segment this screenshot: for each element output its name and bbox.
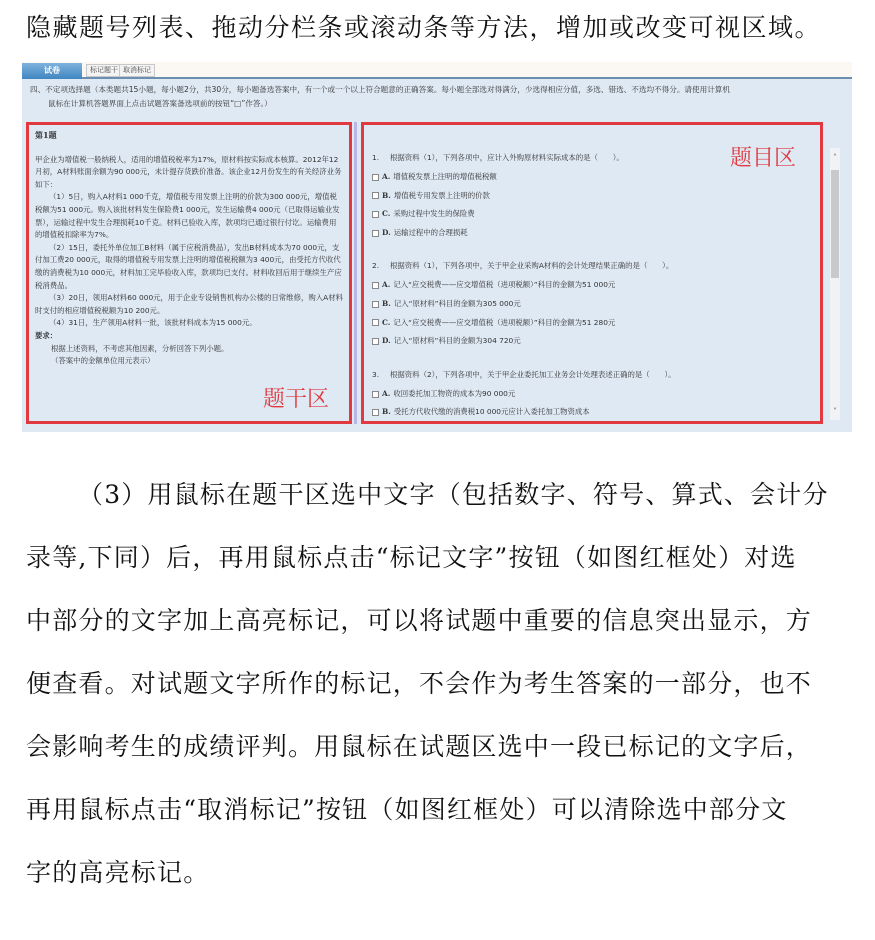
checkbox[interactable] — [372, 301, 379, 308]
stem-paragraph: （1）5日，购入A材料1 000千克，增值税专用发票上注明的价款为300 000元，增值税税额为51 000元。购入该批材料发生保险费1 000元，发生运输费4 000元（已取得运输业发票），运输过程中发生合理损耗10千克。材料已验收入库，款项均已通过银行付讫。运输费用的增值税扣除率为7%。 — [35, 192, 340, 240]
option-letter: B. — [382, 407, 391, 417]
question-item — [372, 258, 812, 350]
question-title: 第1题 — [35, 130, 57, 140]
option-letter: D. — [382, 336, 391, 346]
question-text: 根据资料（1），下列各项中，关于甲企业采购A材料的会计处理结果正确的是（ ）。 — [390, 261, 674, 271]
doc-text-line: 中部分的文字加上高亮标记，可以将试题中重要的信息突出显示，方 — [26, 606, 813, 635]
question-scrollbar[interactable] — [830, 148, 840, 420]
tab-exam-paper[interactable]: 试卷 — [22, 63, 82, 79]
option-row[interactable] — [372, 385, 812, 404]
option-letter: B. — [382, 190, 391, 200]
instruction-line: 鼠标在计算机答题界面上点击试题答案备选项前的按钮“□”作答。） — [48, 99, 272, 108]
question-number: 2. — [372, 261, 380, 271]
section-instructions — [30, 83, 845, 111]
checkbox[interactable] — [372, 192, 379, 199]
stem-paragraph: （3）20日，领用A材料60 000元，用于企业专设销售机构办公楼的日常维修，购入A材料时支付的相应增值税税额为10 200元。 — [35, 293, 343, 315]
requirement-line: 根据上述资料，不考虑其他因素，分析回答下列小题。 — [51, 343, 229, 353]
option-letter: A. — [382, 388, 391, 398]
checkbox[interactable] — [372, 391, 379, 398]
unmark-button[interactable]: 取消标记 — [119, 64, 155, 77]
question-text: 根据资料（1），下列各项中，应计入外购原材料实际成本的是（ ）。 — [390, 153, 624, 162]
option-row[interactable] — [372, 205, 812, 224]
stem-area — [26, 122, 352, 424]
exam-screenshot — [22, 62, 852, 432]
option-row[interactable] — [372, 187, 812, 206]
option-letter: C. — [382, 209, 391, 219]
option-letter: B. — [382, 298, 391, 308]
checkbox[interactable] — [372, 319, 379, 326]
mark-stem-button[interactable]: 标记题干 — [86, 64, 122, 77]
option-row[interactable] — [372, 295, 812, 314]
requirement-line: （答案中的金额单位用元表示） — [51, 356, 155, 366]
doc-text-line: 便查看。对试题文字所作的标记，不会作为考生答案的一部分，也不 — [26, 669, 813, 698]
doc-text-line: 再用鼠标点击“取消标记”按钮（如图红框处）可以清除选中部分文 — [26, 795, 788, 824]
question-number: 3. — [372, 369, 380, 379]
stem-area-label: 题干区 — [262, 387, 329, 413]
checkbox[interactable] — [372, 409, 379, 416]
checkbox[interactable] — [372, 338, 379, 345]
option-text: 增值税专用发票上注明的价款 — [393, 190, 490, 200]
question-number: 1. — [372, 153, 380, 162]
option-text: 记入“原材料”科目的金额为305 000元 — [393, 298, 521, 308]
question-area-label: 题目区 — [729, 146, 796, 171]
option-text: 记入“应交税费——应交增值税（进项税额）”科目的金额为51 280元 — [393, 317, 616, 327]
option-text: 采购过程中发生的保险费 — [393, 209, 475, 219]
doc-text-line: 隐藏题号列表、拖动分栏条或滚动条等方法，增加或改变可视区域。 — [26, 13, 822, 42]
option-row[interactable] — [372, 224, 812, 243]
option-row[interactable] — [372, 403, 812, 422]
panel-splitter[interactable] — [354, 122, 357, 424]
doc-text-line: 会影响考生的成绩评判。用鼠标在试题区选中一段已标记的文字后， — [26, 732, 813, 761]
checkbox[interactable] — [372, 174, 379, 181]
option-letter: D. — [382, 227, 391, 237]
option-text: 运输过程中的合理损耗 — [393, 227, 468, 237]
option-row[interactable] — [372, 276, 812, 295]
scroll-down-icon[interactable]: ˅ — [833, 407, 837, 416]
doc-text-line: 字的高亮标记。 — [26, 858, 210, 887]
checkbox[interactable] — [372, 211, 379, 218]
question-text: 根据资料（2），下列各项中，关于甲企业委托加工业务会计处理表述正确的是（ ）。 — [390, 369, 676, 379]
doc-text-line: （3）用鼠标在题干区选中文字（包括数字、符号、算式、会计分 — [78, 480, 829, 509]
option-row[interactable] — [372, 314, 812, 333]
option-row[interactable] — [372, 332, 812, 351]
option-text: 记入“原材料”科目的金额为304 720元 — [393, 336, 521, 346]
exam-toolbar — [22, 62, 852, 79]
checkbox[interactable] — [372, 230, 379, 237]
option-letter: A. — [382, 280, 391, 290]
stem-paragraph: 甲企业为增值税一般纳税人，适用的增值税税率为17%，原材料按实际成本核算。2012年12月初，A材料账面余额为90 000元，未计提存货跌价准备。该企业12月份发生的有关经济业务如下： — [35, 154, 342, 189]
option-text: 增值税发票上注明的增值税税额 — [393, 172, 497, 181]
option-text: 收回委托加工物资的成本为90 000元 — [393, 388, 516, 398]
doc-text-line: 录等,下同）后，再用鼠标点击“标记文字”按钮（如图红框处）对选 — [26, 543, 797, 572]
scroll-up-icon[interactable]: ˄ — [833, 153, 837, 162]
question-area — [361, 122, 823, 424]
option-text: 记入“应交税费——应交增值税（进项税额）”科目的金额为51 000元 — [393, 280, 616, 290]
instruction-line: 四、不定项选择题（本类题共15小题，每小题2分，共30分，每小题备选答案中，有一个或一个以上符合题意的正确答案。每小题全部选对得满分，少选得相应分值，多选、错选、不选均不得分。请使用计算机 — [30, 85, 730, 94]
option-text: 受托方代收代缴的消费税10 000元应计入委托加工物资成本 — [393, 407, 590, 417]
option-letter: A. — [382, 172, 391, 181]
scroll-thumb[interactable] — [831, 170, 839, 278]
checkbox[interactable] — [372, 282, 379, 289]
stem-paragraph: （2）15日，委托外单位加工B材料（属于应税消费品），发出B材料成本为70 000元，支付加工费20 000元，取得的增值税专用发票上注明的增值税税额为3 400元，由受托方代收代缴的消费税为10 000元，材料加工完毕验收入库，款项均已支付。材料收回后用于继续生产应税消费品。 — [35, 242, 342, 290]
question-item — [372, 367, 812, 422]
option-letter: C. — [382, 317, 391, 327]
stem-paragraph: （4）31日，生产领用A材料一批，该批材料成本为15 000元。 — [49, 318, 257, 328]
requirement-label: 要求： — [35, 330, 58, 340]
